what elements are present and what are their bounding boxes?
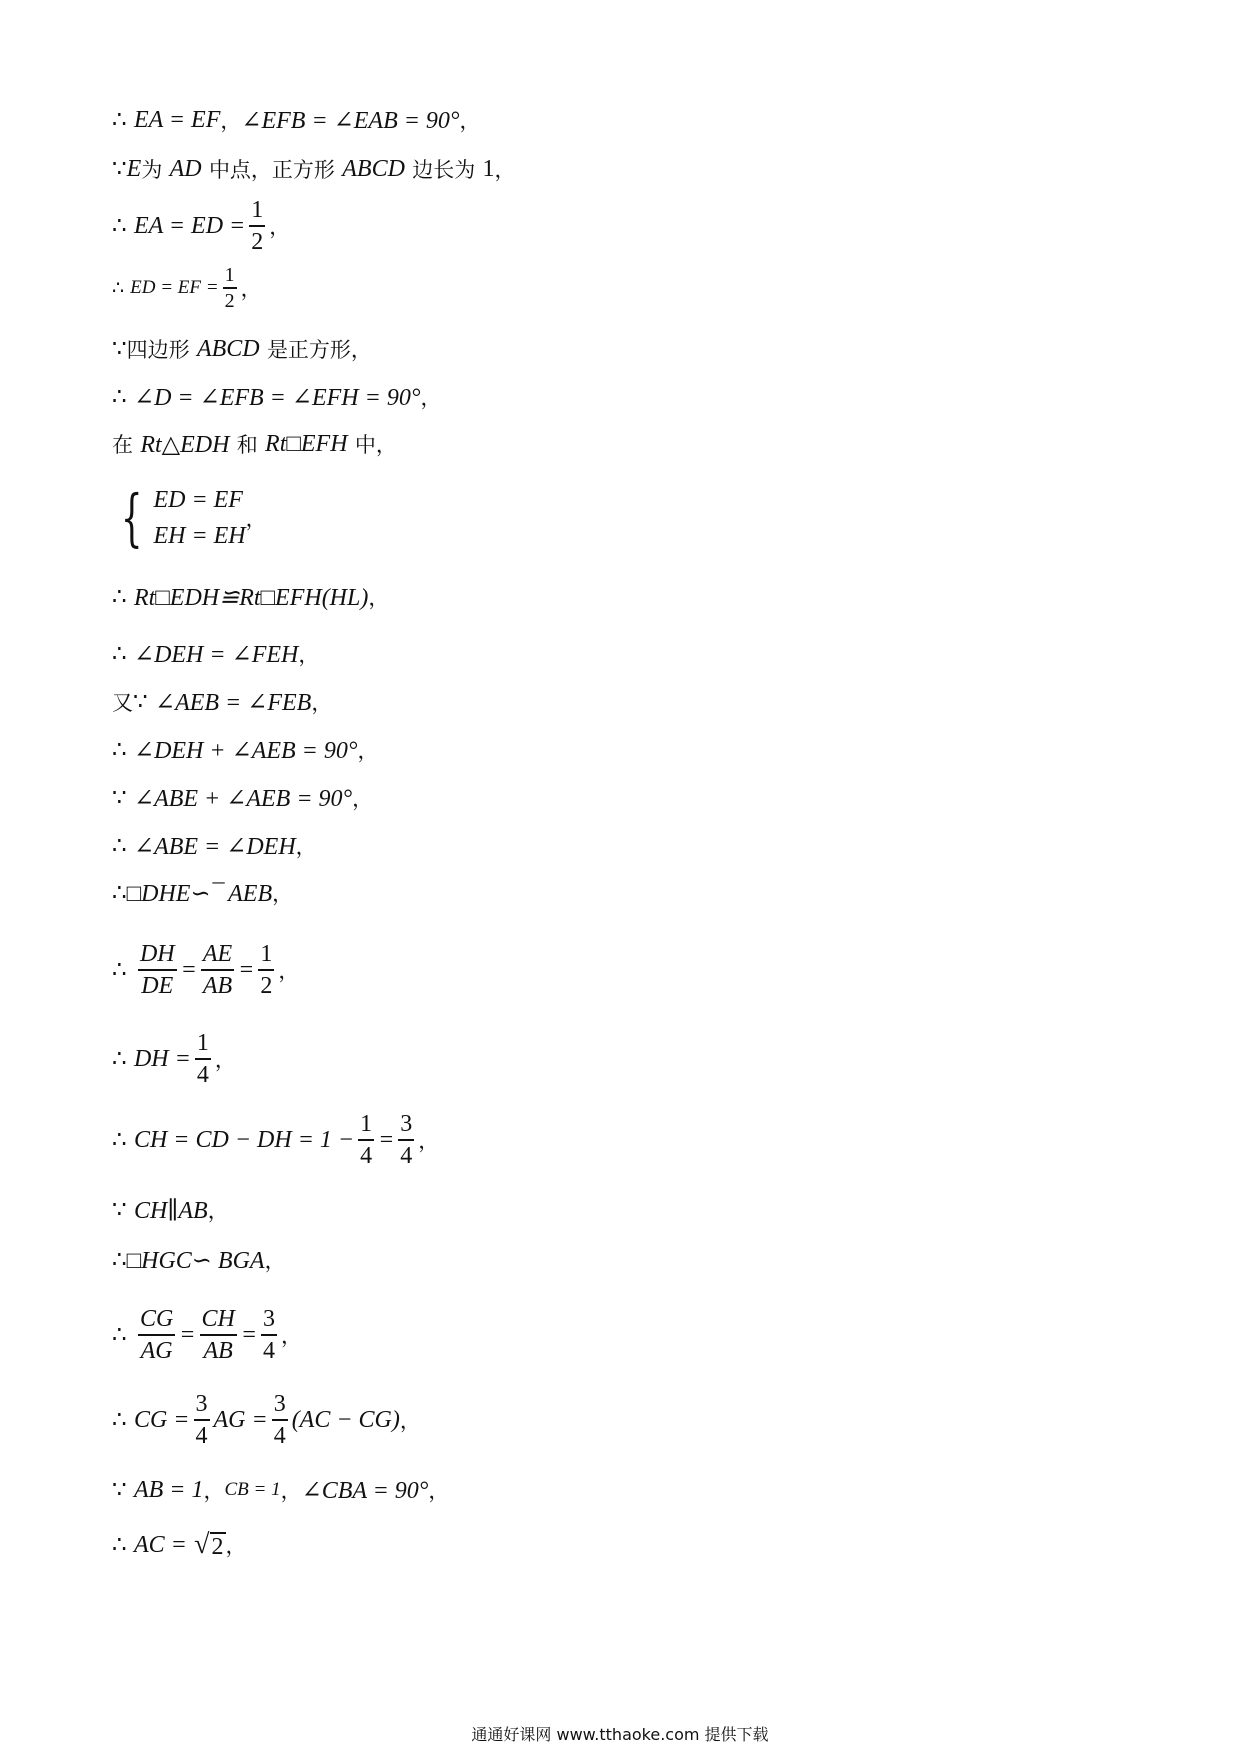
triangle-name: Rt□EFH <box>265 430 348 457</box>
therefore-symbol: ∴ <box>112 737 127 763</box>
punctuation: ， <box>295 835 317 859</box>
solution-line-21 <box>112 1295 302 1375</box>
equals-sign: = <box>180 956 197 983</box>
similarity-statement: □HGC∽ BGA <box>126 1247 265 1274</box>
fraction <box>223 263 237 313</box>
solution-line-23 <box>112 1460 449 1520</box>
fraction <box>272 1389 288 1451</box>
fraction-denominator: AB <box>202 973 233 999</box>
fraction-denominator: 2 <box>224 290 235 312</box>
square-root <box>194 1529 225 1561</box>
fraction-numerator: 1 <box>360 1111 373 1137</box>
fraction-numerator: 1 <box>224 264 235 286</box>
text: 中点，正方形 <box>208 158 335 182</box>
because-symbol: ∵ <box>112 1477 127 1503</box>
equation: CG = <box>133 1406 190 1433</box>
therefore-symbol: ∴ <box>112 880 127 906</box>
therefore-symbol: ∴ <box>112 1532 127 1558</box>
separator: ， <box>280 1479 302 1503</box>
equation: ∠DEH + ∠AEB = 90° <box>133 737 358 764</box>
solution-line-24 <box>112 1515 247 1575</box>
text: 又 <box>112 691 133 715</box>
system-row: EH = EH <box>153 523 246 549</box>
therefore-symbol: ∴ <box>112 584 127 610</box>
solution-line-9 <box>112 567 389 627</box>
variable: ABCD <box>342 155 405 182</box>
punctuation: ， <box>278 959 300 983</box>
text: 是正方形， <box>266 338 372 362</box>
variable: AD <box>169 155 202 182</box>
fraction <box>258 939 274 1001</box>
radical-sign: √ <box>194 1529 210 1560</box>
equation: CB = 1 <box>224 1479 281 1500</box>
because-symbol: ∵ <box>112 156 127 182</box>
radicand: 2 <box>211 1534 224 1560</box>
fraction-denominator: DE <box>141 973 174 999</box>
fraction <box>358 1109 374 1171</box>
number: 1 <box>482 155 495 182</box>
fraction-denominator: 4 <box>196 1062 209 1088</box>
because-symbol: ∵ <box>112 1197 127 1223</box>
text: 为 <box>141 158 163 182</box>
therefore-symbol: ∴ <box>112 641 127 667</box>
system-row: ED = EF <box>153 487 243 513</box>
punctuation: ， <box>225 1534 247 1558</box>
fraction <box>200 1304 237 1366</box>
fraction-denominator: 4 <box>263 1338 276 1364</box>
equation: DH = <box>133 1045 191 1072</box>
equation: AB = 1 <box>133 1476 204 1503</box>
solution-line-2 <box>112 139 516 199</box>
punctuation: ， <box>418 1129 440 1153</box>
solution-line-20 <box>112 1230 286 1290</box>
fraction-denominator: 4 <box>273 1423 286 1449</box>
equals-sign: = <box>240 1321 258 1348</box>
equation: CH = CD − DH = 1 − <box>133 1126 355 1153</box>
therefore-symbol: ∴ <box>112 277 125 299</box>
parallel-statement: CH∥AB <box>133 1197 208 1224</box>
fraction-denominator: AG <box>140 1338 173 1364</box>
fraction-numerator: 3 <box>400 1111 413 1137</box>
separator: ， <box>220 109 242 133</box>
because-symbol: ∵ <box>112 785 127 811</box>
text: 在 <box>112 433 133 457</box>
text: 四边形 <box>126 338 190 362</box>
therefore-symbol: ∴ <box>112 1046 127 1072</box>
fraction-numerator: 1 <box>251 197 264 223</box>
punctuation: ， <box>269 215 291 239</box>
because-symbol: ∵ <box>133 689 148 715</box>
fraction-numerator: AE <box>202 941 233 967</box>
punctuation: ， <box>368 586 390 610</box>
punctuation: ， <box>357 739 379 763</box>
punctuation: ， <box>264 1249 286 1273</box>
equation: AC = <box>133 1531 187 1558</box>
fraction-denominator: 4 <box>360 1143 373 1169</box>
solution-line-18 <box>112 1105 439 1175</box>
therefore-symbol: ∴ <box>112 957 127 983</box>
equals-sign: = <box>238 956 255 983</box>
fraction <box>398 1109 414 1171</box>
similarity-statement: □DHE∽¯ AEB <box>126 880 273 907</box>
page-footer: 通通好课网 www.tthaoke.com 提供下载 <box>471 1725 769 1744</box>
equation: ∠EFB = ∠EAB = 90° <box>241 107 460 134</box>
fraction <box>201 939 234 1001</box>
variable: E <box>126 155 142 182</box>
equation: ∠ABE + ∠AEB = 90° <box>133 785 353 812</box>
punctuation: ， <box>399 1409 421 1433</box>
fraction-denominator: AB <box>203 1338 233 1364</box>
punctuation: ， <box>245 507 267 531</box>
punctuation: ， <box>298 643 320 667</box>
therefore-symbol: ∴ <box>112 1322 127 1348</box>
brace-symbol: { <box>120 481 143 554</box>
congruence-statement: Rt□EDH≌Rt□EFH(HL) <box>133 584 369 611</box>
fraction-numerator: CH <box>201 1306 235 1332</box>
fraction-numerator: 3 <box>263 1306 276 1332</box>
equation: EA = EF <box>133 106 221 133</box>
equation: ∠D = ∠EFB = ∠EFH = 90° <box>133 384 421 411</box>
punctuation: ， <box>352 787 374 811</box>
punctuation: ， <box>214 1048 236 1072</box>
equals-sign: = <box>179 1321 196 1348</box>
fraction <box>138 1304 175 1366</box>
solution-line-16 <box>112 930 299 1010</box>
fraction-numerator: 3 <box>195 1391 208 1417</box>
equation: (AC − CG) <box>291 1406 400 1433</box>
fraction-denominator: 2 <box>251 229 264 255</box>
punctuation: ， <box>428 1479 450 1503</box>
punctuation: ， <box>281 1324 303 1348</box>
fraction-numerator: 1 <box>196 1030 209 1056</box>
therefore-symbol: ∴ <box>112 213 127 239</box>
because-symbol: ∵ <box>112 336 127 362</box>
fraction-denominator: 2 <box>260 973 273 999</box>
punctuation: ， <box>240 277 262 301</box>
fraction-numerator: DH <box>139 941 175 967</box>
solution-line-8-system <box>112 478 267 558</box>
separator: ， <box>203 1479 225 1503</box>
equation: ∠CBA = 90° <box>301 1477 429 1504</box>
solution-line-4 <box>112 258 262 318</box>
therefore-symbol: ∴ <box>112 384 127 410</box>
triangle-name: Rt△EDH <box>140 431 230 458</box>
equation-system <box>153 482 245 554</box>
text: 中， <box>354 433 397 457</box>
text: 边长为 <box>412 158 476 182</box>
fraction-numerator: 1 <box>260 941 273 967</box>
solution-line-7 <box>112 414 397 474</box>
solution-line-22 <box>112 1385 421 1455</box>
therefore-symbol: ∴ <box>112 1247 127 1273</box>
punctuation: ， <box>272 882 294 906</box>
fraction-numerator: 3 <box>273 1391 286 1417</box>
text: 和 <box>236 433 258 457</box>
fraction <box>194 1389 210 1451</box>
solution-line-15 <box>112 863 293 923</box>
equation: ∠AEB = ∠FEB <box>154 689 312 716</box>
fraction-numerator: CG <box>139 1306 174 1332</box>
therefore-symbol: ∴ <box>112 107 127 133</box>
punctuation: ， <box>420 386 442 410</box>
fraction-denominator: 4 <box>400 1143 413 1169</box>
therefore-symbol: ∴ <box>112 1407 127 1433</box>
fraction <box>195 1028 211 1090</box>
fraction <box>249 195 265 257</box>
equation: ED = EF = <box>130 277 219 298</box>
equation: EA = ED = <box>133 212 246 239</box>
equation: ∠ABE = ∠DEH <box>133 833 296 860</box>
solution-line-17 <box>112 1024 236 1094</box>
punctuation: ， <box>459 109 481 133</box>
therefore-symbol: ∴ <box>112 1127 127 1153</box>
equation: AG = <box>213 1406 268 1433</box>
equals-sign: = <box>378 1126 395 1153</box>
fraction <box>261 1304 277 1366</box>
fraction <box>138 939 177 1001</box>
solution-line-3 <box>112 196 290 256</box>
punctuation: ， <box>207 1199 229 1223</box>
equation: ∠DEH = ∠FEH <box>133 641 299 668</box>
therefore-symbol: ∴ <box>112 833 127 859</box>
variable: ABCD <box>196 335 260 362</box>
punctuation: ， <box>494 158 516 182</box>
fraction-denominator: 4 <box>195 1423 208 1449</box>
punctuation: ， <box>311 691 333 715</box>
